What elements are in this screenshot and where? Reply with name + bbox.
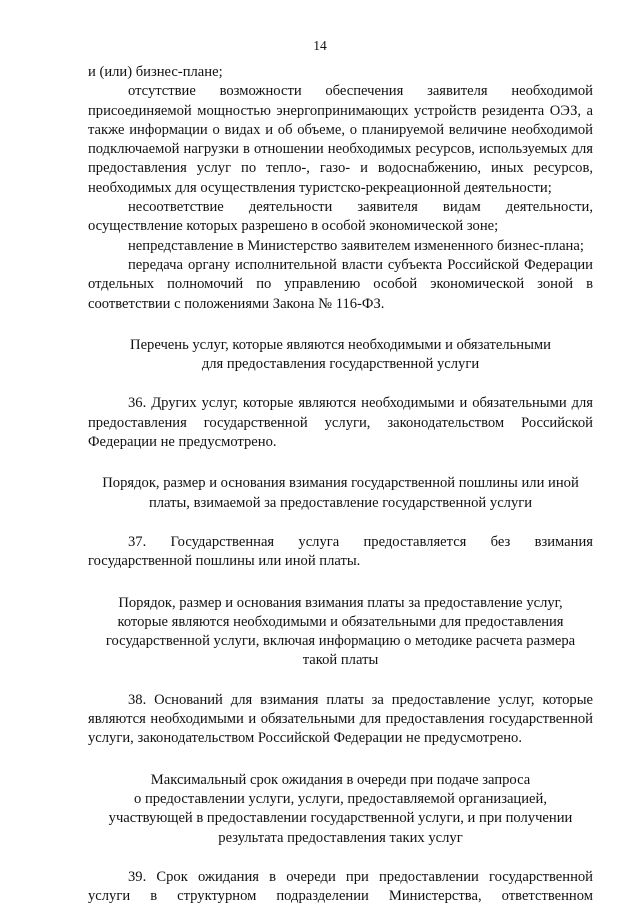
body-paragraph: и (или) бизнес-плане; [88, 64, 223, 80]
heading-line: о предоставлении услуги, услуги, предоставляемой организацией, [134, 790, 547, 807]
heading-line: результата предоставления таких услуг [218, 829, 463, 846]
section-heading [88, 474, 593, 513]
heading-line: Максимальный срок ожидания в очереди при подаче запроса [150, 771, 531, 788]
body-paragraph: несоответствие деятельности заявителя видам деятельности, осуществление которых разрешено в особой экономической зоне; [88, 199, 593, 235]
clause-38: 38. Оснований для взимания платы за предоставление услуг, которые являются необходимыми и обязательными для предоставления государственной услуги, законодательством Российской Федерации не предусмотрено. [88, 691, 593, 747]
body-paragraph: отсутствие возможности обеспечения заявителя необходимой присоединяемой мощностью энергопринимающих устройств резидента ОЭЗ, а также информации о видах и об объеме, о планируемой величине необходимой подключаемой нагрузки в отношении необходимых ресурсов, используемых для предоставления услуг по тепло-, газо- и водоснабжению, иных ресурсов, необходимых для осуществления туристско-рекреационной деятельности; [88, 83, 593, 196]
document-body [88, 63, 593, 906]
clause-37: 37. Государственная услуга предоставляется без взимания государственной пошлины или иной платы. [88, 533, 593, 570]
heading-line: Порядок, размер и основания взимания платы за предоставление услуг, [118, 594, 563, 611]
heading-line: Порядок, размер и основания взимания государственной пошлины или иной [102, 475, 579, 492]
heading-line: платы, взимаемой за предоставление государственной услуги [148, 494, 533, 511]
heading-line: Перечень услуг, которые являются необходимыми и обязательными [130, 336, 551, 353]
clause-36: 36. Других услуг, которые являются необходимыми и обязательными для предоставления государственной услуги, законодательством Российской Федерации не предусмотрено. [88, 395, 593, 451]
heading-line: для предоставления государственной услуги [201, 356, 480, 373]
body-paragraph: передача органу исполнительной власти субъекта Российской Федерации отдельных полномочий по управлению особой экономической зоной в соответствии с положениями Закона № 116-ФЗ. [88, 256, 593, 312]
heading-line: которые являются необходимыми и обязательными для предоставления [117, 613, 564, 630]
section-heading [88, 771, 593, 848]
heading-line: государственной услуги, включая информацию о методике расчета размера [105, 633, 576, 650]
page-number: 14 [313, 38, 327, 53]
clause-39: 39. Срок ожидания в очереди при предоставлении государственной услуги в структурном подразделении Министерства, ответственном [88, 868, 593, 905]
section-heading [88, 594, 593, 671]
body-paragraph: непредставление в Министерство заявителем измененного бизнес-плана; [128, 237, 584, 254]
heading-line: участвующей в предоставлении государственной услуги, и при получении [108, 810, 573, 827]
section-heading [88, 336, 593, 375]
heading-line: такой платы [302, 652, 379, 669]
